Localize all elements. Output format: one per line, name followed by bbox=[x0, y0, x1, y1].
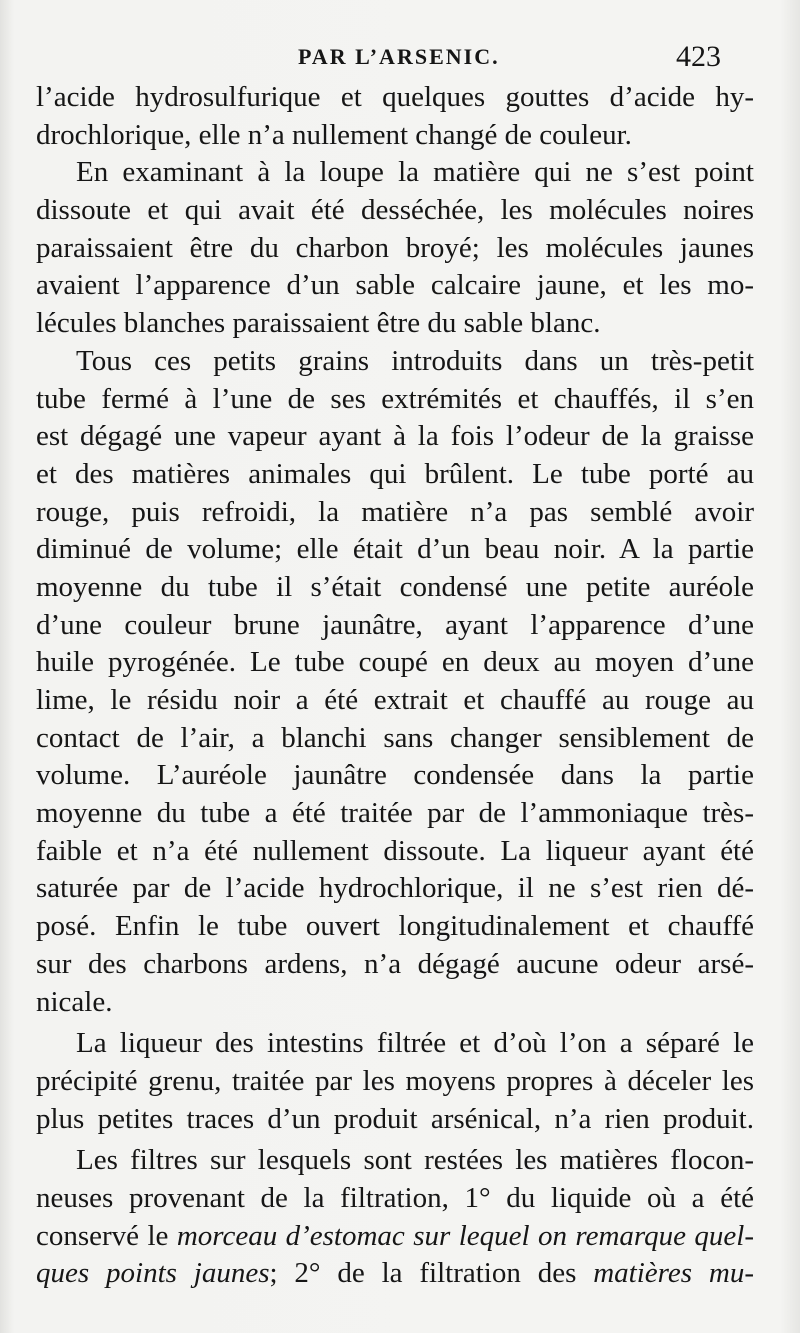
text-line bbox=[36, 1218, 754, 1256]
italic-run: matières mu- bbox=[593, 1257, 754, 1290]
text-line: huile pyrogénée. Le tube coupé en deux au moyen d’une bbox=[36, 646, 754, 679]
text-line: saturée par de l’acide hydrochlorique, il ne s’est rien dé- bbox=[36, 872, 754, 905]
text-line: plus petites traces d’un produit arsénical, n’a rien produit. bbox=[36, 1102, 754, 1135]
text-line: Les filtres sur lesquels sont restées les matières flocon- bbox=[76, 1144, 754, 1177]
text-run: conservé le bbox=[36, 1219, 177, 1252]
text-line: Tous ces petits grains introduits dans un très-petit bbox=[76, 344, 754, 377]
text-line: l’acide hydrosulfurique et quelques gouttes d’acide hy- bbox=[36, 81, 754, 113]
text-line: La liqueur des intestins filtrée et d’où l’on a séparé le bbox=[76, 1027, 754, 1060]
text-line: posé. Enfin le tube ouvert longitudinalement et chauffé bbox=[36, 910, 754, 943]
text-line: moyenne du tube il s’était condensé une petite auréole bbox=[36, 570, 754, 603]
text-line: lécules blanches paraissaient être du sable blanc. bbox=[36, 307, 601, 340]
text-line: diminué de volume; elle était d’un beau noir. A la partie bbox=[36, 533, 754, 566]
text-line bbox=[36, 1255, 754, 1293]
text-line: drochlorique, elle n’a nullement changé de couleur. bbox=[36, 118, 632, 151]
text-line: est dégagé une vapeur ayant à la fois l’odeur de la graisse bbox=[36, 420, 754, 453]
body-text bbox=[36, 79, 754, 1293]
text-line: paraissaient être du charbon broyé; les molécules jaunes bbox=[36, 231, 754, 264]
italic-run: ques points jaunes bbox=[36, 1257, 270, 1290]
text-line: moyenne du tube a été traitée par de l’ammoniaque très- bbox=[36, 797, 754, 830]
running-title: PAR L’ARSENIC. bbox=[298, 44, 500, 69]
text-line: et des matières animales qui brûlent. Le tube porté au bbox=[36, 457, 754, 490]
text-run: ; 2° de la filtration des bbox=[269, 1257, 594, 1290]
text-line: tube fermé à l’une de ses extrémités et chauffés, il s’en bbox=[36, 382, 754, 415]
text-line: faible et n’a été nullement dissoute. La liqueur ayant été bbox=[36, 834, 754, 867]
text-line: contact de l’air, a blanchi sans changer sensiblement de bbox=[36, 721, 754, 754]
text-line: lime, le résidu noir a été extrait et chauffé au rouge au bbox=[36, 684, 754, 716]
text-line: sur des charbons ardens, n’a dégagé aucune odeur arsé- bbox=[36, 947, 754, 980]
text-line: précipité grenu, traitée par les moyens propres à déceler les bbox=[36, 1064, 754, 1097]
text-line: neuses provenant de la filtration, 1° du liquide où a été bbox=[36, 1181, 754, 1214]
text-line: d’une couleur brune jaunâtre, ayant l’apparence d’une bbox=[36, 608, 754, 641]
page-header bbox=[0, 38, 800, 78]
text-line: rouge, puis refroidi, la matière n’a pas semblé avoir bbox=[36, 495, 754, 528]
page-number: 423 bbox=[676, 40, 721, 73]
text-line: volume. L’auréole jaunâtre condensée dans la partie bbox=[36, 759, 754, 792]
text-line: dissoute et qui avait été desséchée, les molécules noires bbox=[36, 194, 754, 227]
text-line: En examinant à la loupe la matière qui ne s’est point bbox=[76, 156, 754, 189]
text-line: avaient l’apparence d’un sable calcaire jaune, et les mo- bbox=[36, 269, 754, 302]
italic-run: morceau d’estomac sur lequel on remarque quel- bbox=[176, 1219, 754, 1252]
text-line: nicale. bbox=[36, 985, 113, 1018]
